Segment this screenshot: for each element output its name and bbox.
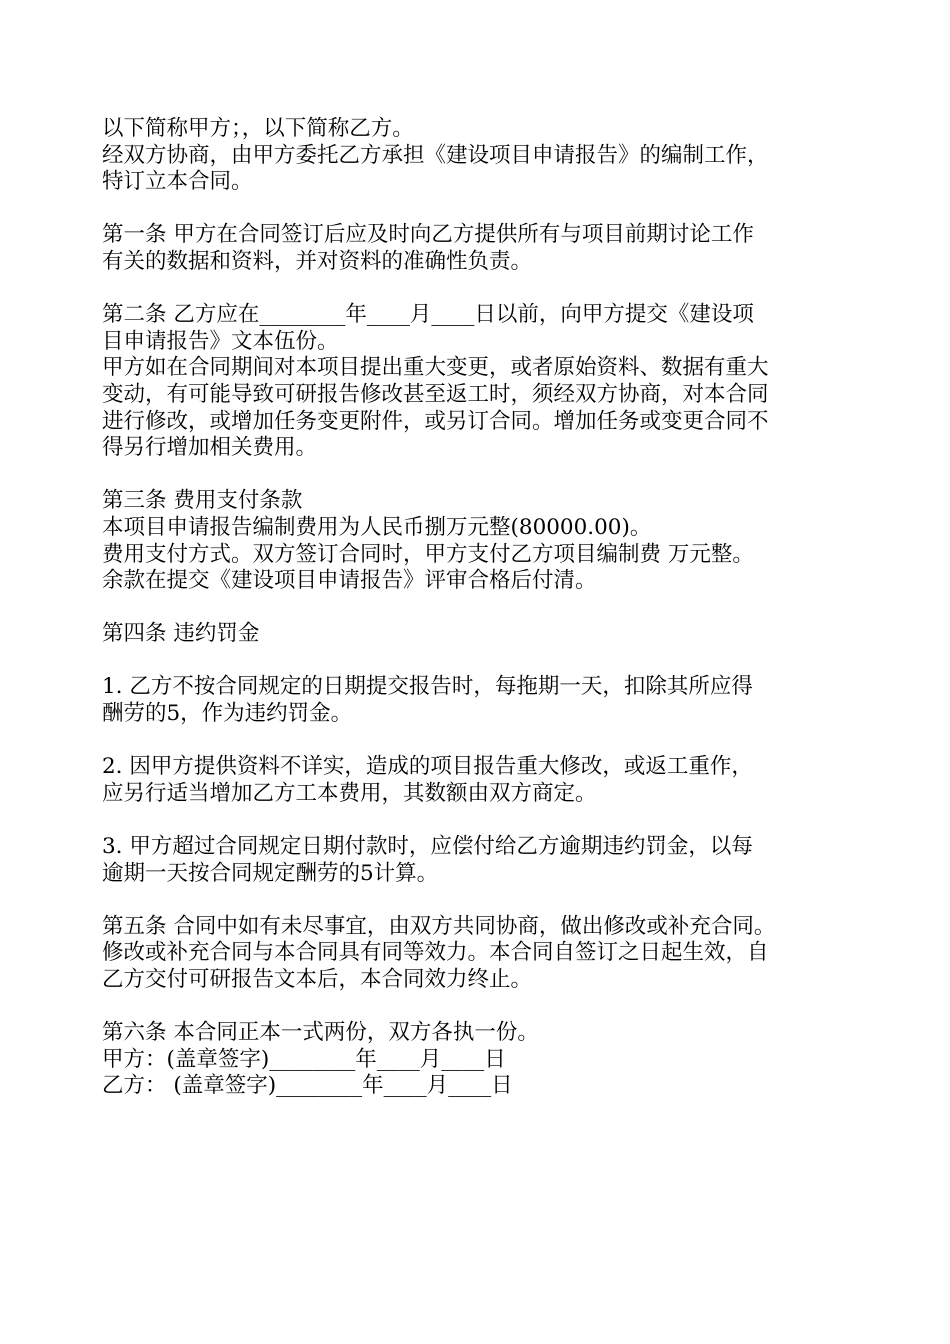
document-line: 以下简称甲方；，以下简称乙方。 (102, 116, 414, 141)
blank-line (102, 994, 902, 1021)
document-line: 第六条 本合同正本一式两份，双方各执一份。 (102, 1020, 539, 1046)
document-line: 目申请报告》文本伍份。 (102, 328, 339, 354)
document-line: 本项目申请报告编制费用为人民币捌万元整(80000.00)。 (102, 514, 652, 540)
document-line: 应另行适当增加乙方工本费用，其数额由双方商定。 (102, 780, 597, 806)
document-line: 第四条 违约罚金 (102, 621, 260, 647)
document-line: 得另行增加相关费用。 (102, 435, 318, 461)
document-line: 第一条 甲方在合同签订后应及时向乙方提供所有与项目前期讨论工作 (102, 222, 754, 248)
blank-line (102, 887, 902, 914)
document-line: 费用支付方式。双方签订合同时，甲方支付乙方项目编制费 万元整。 (102, 541, 754, 567)
document-line: 余款在提交《建设项目申请报告》评审合格后付清。 (102, 568, 597, 594)
document-line: 经双方协商，由甲方委托乙方承担《建设项目申请报告》的编制工作， (102, 142, 769, 168)
document-line: 第二条 乙方应在________年____月____日以前，向甲方提交《建设项 (102, 302, 754, 328)
document-line: 变动，有可能导致可研报告修改甚至返工时，须经双方协商，对本合同 (102, 381, 769, 407)
document-line: 有关的数据和资料，并对资料的准确性负责。 (102, 248, 533, 274)
blank-line (102, 196, 902, 223)
document-line: 第三条 费用支付条款 (102, 488, 303, 514)
contract-document (102, 116, 902, 1100)
blank-line (102, 648, 902, 675)
blank-line (102, 595, 902, 622)
document-line: 3. 甲方超过合同规定日期付款时，应偿付给乙方逾期违约罚金，以每 (102, 834, 753, 860)
blank-line (102, 276, 902, 303)
document-line: 第五条 合同中如有未尽事宜，由双方共同协商，做出修改或补充合同。 (102, 913, 776, 939)
document-line: 特订立本合同。 (102, 169, 253, 195)
document-line: 2. 因甲方提供资料不详实，造成的项目报告重大修改，或返工重作， (102, 754, 753, 780)
document-line: 酬劳的5，作为违约罚金。 (102, 701, 353, 727)
blank-line (102, 728, 902, 755)
blank-line (102, 462, 902, 489)
document-line: 甲方：(盖章签字)________年____月____日 (102, 1046, 506, 1072)
document-line: 修改或补充合同与本合同具有同等效力。本合同自签订之日起生效，自 (102, 940, 769, 966)
document-line: 逾期一天按合同规定酬劳的5计算。 (102, 860, 439, 886)
document-line: 进行修改，或增加任务变更附件，或另订合同。增加任务或变更合同不 (102, 408, 769, 434)
document-line: 乙方： (盖章签字)________年____月____日 (102, 1073, 513, 1099)
blank-line (102, 807, 902, 834)
document-line: 乙方交付可研报告文本后，本合同效力终止。 (102, 967, 533, 992)
document-line: 1. 乙方不按合同规定的日期提交报告时，每拖期一天，扣除其所应得 (102, 674, 753, 700)
document-line: 甲方如在合同期间对本项目提出重大变更，或者原始资料、数据有重大 (102, 355, 769, 381)
